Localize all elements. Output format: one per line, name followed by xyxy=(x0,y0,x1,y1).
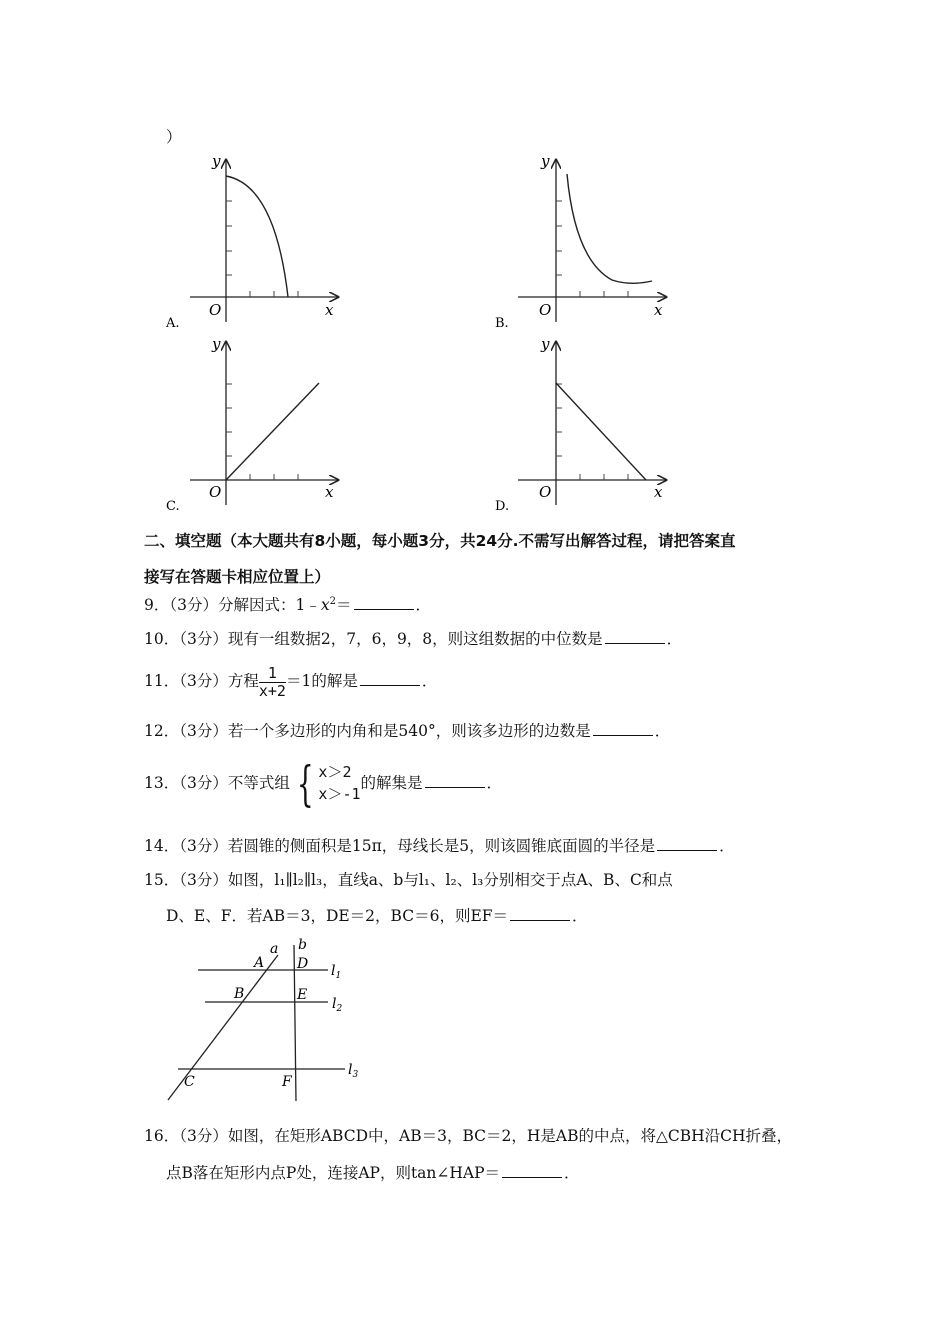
graph-c-option-label: C. xyxy=(166,499,180,514)
question-15-line1: 15．（3分）如图，l₁∥l₂∥l₃，直线a、b与l₁、l₂、l₃分别相交于点A、B、C和点 xyxy=(144,871,673,889)
line-b xyxy=(294,945,296,1101)
q13-answer-blank[interactable] xyxy=(425,786,485,788)
q14-answer-blank[interactable] xyxy=(657,849,717,851)
graph-c-x-label: x xyxy=(325,483,334,501)
graph-d[interactable] xyxy=(495,335,666,514)
q9-answer-blank[interactable] xyxy=(354,608,414,610)
paren-close: ） xyxy=(166,128,182,146)
graph-a-origin: O xyxy=(209,301,222,319)
question-9: 9．（3分）分解因式：$1﹣x^2=$ ． xyxy=(144,596,432,615)
graph-d-option-label: D. xyxy=(495,499,510,514)
brace-icon: { xyxy=(296,756,314,812)
graph-a-curve xyxy=(226,176,288,297)
graph-d-origin: O xyxy=(539,483,552,501)
question-16-line1: 16．（3分）如图，在矩形ABCD中，AB＝3，BC＝2，H是AB的中点，将△CBH沿CH折叠， xyxy=(144,1127,793,1145)
q15-answer-blank[interactable] xyxy=(510,919,570,921)
question-11: 11．（3分）方程 $\frac{1}{x+2}$ ＝1的解是 ． xyxy=(144,664,438,700)
label-D: D xyxy=(297,956,309,972)
label-l3: $l_3$ xyxy=(348,1062,359,1080)
question-14: 14．（3分）若圆锥的侧面积是15π，母线长是5，则该圆锥底面圆的半径是 ． xyxy=(144,837,735,855)
graph-a-y-label: y xyxy=(212,152,221,170)
section-header-line2: 接写在答题卡相应位置上） xyxy=(144,568,331,586)
label-l1: $l_1$ xyxy=(331,963,342,981)
graph-a-x-label: x xyxy=(325,301,334,319)
graph-c-line xyxy=(226,383,319,480)
q13-inequality-system: x＞2 x＞-1 xyxy=(318,763,361,803)
label-b: b xyxy=(298,937,307,953)
label-E: E xyxy=(297,987,308,1003)
graph-c[interactable] xyxy=(166,335,338,514)
question-13: 13．（3分）不等式组 { x＞2 x＞-1 的解集是 ． xyxy=(144,756,503,812)
label-C: C xyxy=(184,1074,195,1090)
graph-a-option-label: A. xyxy=(166,316,180,331)
graph-b-origin: O xyxy=(539,301,552,319)
q12-answer-blank[interactable] xyxy=(593,734,653,736)
graph-d-y-label: y xyxy=(541,335,550,353)
option-graphs xyxy=(0,0,950,520)
q11-answer-blank[interactable] xyxy=(360,684,420,686)
question-16-line2: 点B落在矩形内点P处，连接AP，则tan∠HAP＝ ． xyxy=(166,1164,580,1182)
q10-answer-blank[interactable] xyxy=(605,642,665,644)
q11-fraction: $\frac{1}{x+2}$ xyxy=(258,664,286,700)
graph-b-curve xyxy=(567,174,652,283)
q16-answer-blank[interactable] xyxy=(502,1176,562,1178)
question-10: 10．（3分）现有一组数据2，7，6，9，8，则这组数据的中位数是 ． xyxy=(144,630,683,648)
graph-b-x-label: x xyxy=(654,301,663,319)
graph-a[interactable] xyxy=(165,152,338,331)
graph-d-line xyxy=(556,383,646,480)
graph-d-x-label: x xyxy=(654,483,663,501)
section-header-line1: 二、填空题（本大题共有8小题，每小题3分，共24分.不需写出解答过程，请把答案直 xyxy=(144,532,736,550)
graph-b[interactable] xyxy=(495,152,666,331)
label-F: F xyxy=(282,1074,292,1090)
graph-b-option-label: B. xyxy=(495,316,509,331)
graph-c-y-label: y xyxy=(212,335,221,353)
question-15-line2: D、E、F．若AB＝3，DE＝2，BC＝6，则EF＝ ． xyxy=(166,907,588,925)
question-12: 12．（3分）若一个多边形的内角和是540°，则该多边形的边数是 ． xyxy=(144,722,671,740)
graph-c-origin: O xyxy=(209,483,222,501)
graph-b-y-label: y xyxy=(541,152,550,170)
label-a: a xyxy=(270,941,279,957)
label-l2: $l_2$ xyxy=(332,996,343,1014)
figure-15 xyxy=(160,935,380,1105)
label-A: A xyxy=(254,955,265,971)
label-B: B xyxy=(234,986,245,1002)
